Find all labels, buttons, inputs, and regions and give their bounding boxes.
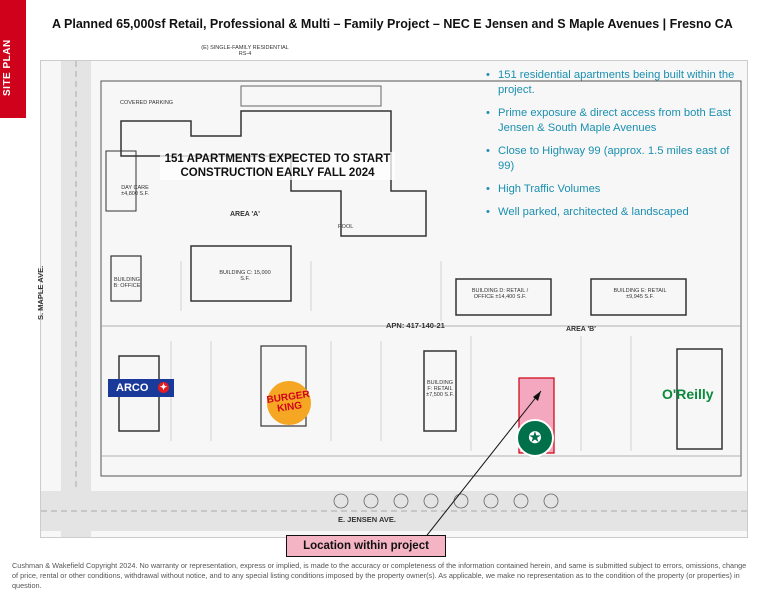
covered-parking-label: COVERED PARKING [120,100,174,106]
site-plan-label: SITE PLAN [2,39,13,96]
feature-item: • Prime exposure & direct access from both East Jensen & South Maple Avenues [486,106,746,136]
jensen-avenue-label: E. JENSEN AVE. [338,515,396,524]
apn-label: APN: 417-140-21 [386,321,445,330]
site-plan-tab [0,0,26,118]
arco-flame-icon: ✦ [159,382,168,392]
starbucks-logo [516,419,554,457]
single-family-label: (E) SINGLE-FAMILY RESIDENTIAL RS-4 [201,45,289,57]
page-title: A Planned 65,000sf Retail, Professional & Multi – Family Project – NEC E Jensen and S Maple Avenues | Fresno CA [52,17,733,31]
maple-avenue-label: S. MAPLE AVE. [36,265,45,320]
building-b-label: BUILDING B: OFFICE [113,277,141,289]
feature-item: • 151 residential apartments being built within the project. [486,68,746,98]
feature-list [486,68,746,228]
starbucks-siren-icon: ✪ [528,430,542,447]
day-care-label: DAY CARE ±4,800 S.F. [121,185,149,197]
arco-logo [108,379,174,397]
building-f-label: BUILDING F: RETAIL ±7,500 S.F. [426,380,454,398]
oreilly-label: O'Reilly [662,386,714,402]
burger-king-label: BURGER KING [266,389,311,415]
apartment-construction-note: 151 APARTMENTS EXPECTED TO START CONSTRUCTION EARLY FALL 2024 [160,152,395,180]
area-b-label: AREA 'B' [566,326,596,333]
disclaimer-footer: Cushman & Wakefield Copyright 2024. No warranty or representation, express or implied, is made to the accuracy or completeness of the information contained herein, and same is submitted subject to errors, omissions, change of price, rental or other conditions, withdrawal without notice, and to any special listing conditions imposed by the property owner(s). As applicable, we make no representation as to the condition of the property (or properties) in question. [12,561,747,590]
location-within-project-label: Location within project [286,535,446,557]
pool-label: POOL [338,224,354,230]
feature-item: • High Traffic Volumes [486,182,746,197]
burger-king-logo [267,381,311,425]
area-a-label: AREA 'A' [230,211,260,218]
building-c-label: BUILDING C: 15,000 S.F. [219,270,271,282]
oreilly-logo [662,386,714,402]
building-d-label: BUILDING D: RETAIL / OFFICE ±14,400 S.F. [471,288,529,300]
feature-item: • Well parked, architected & landscaped [486,205,746,220]
feature-item: • Close to Highway 99 (approx. 1.5 miles east of 99) [486,144,746,174]
building-e-label: BUILDING E: RETAIL ±9,945 S.F. [613,288,667,300]
arco-label: ARCO [116,382,149,394]
